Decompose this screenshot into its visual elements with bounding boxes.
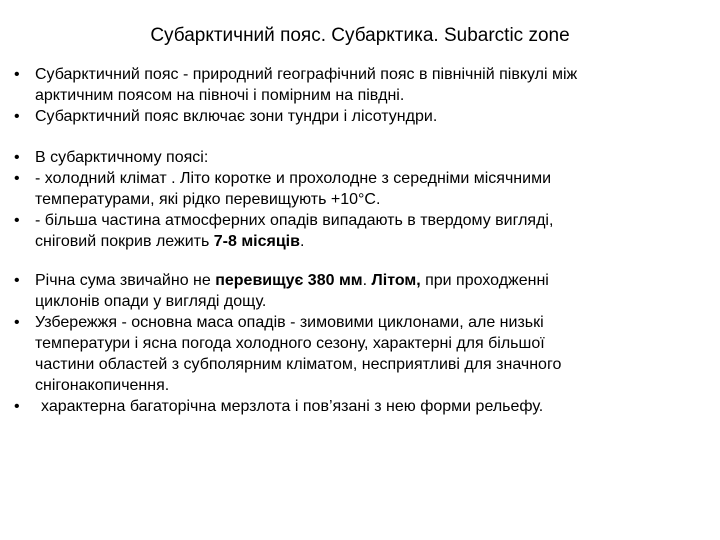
- text-run: Річна сума звичайно не: [35, 272, 216, 289]
- list-item: [14, 396, 714, 417]
- bold-text: перевищує 380 мм: [215, 272, 363, 289]
- text-line: Субарктичний пояс включає зони тундри і лісотундри.: [35, 108, 438, 125]
- bullet-icon: •: [14, 272, 20, 289]
- text-run: .: [362, 272, 372, 289]
- text-line: - холодний клімат . Літо коротке и прохолодне з середніми місячними: [35, 170, 552, 187]
- text-line: - більша частина атмосферних опадів випадають в твердому вигляді,: [35, 212, 554, 229]
- bullet-icon: •: [14, 66, 20, 83]
- bullet-list: [14, 64, 714, 417]
- text-line: [35, 270, 714, 291]
- list-item: [14, 106, 714, 127]
- bullet-icon: •: [14, 108, 20, 125]
- bold-text: 7-8 місяців: [213, 233, 300, 250]
- text-line: температурами, які рідко перевищують +10°С.: [35, 191, 381, 208]
- bullet-icon: •: [14, 170, 20, 187]
- text-line: [35, 231, 714, 252]
- list-item: [14, 210, 714, 252]
- text-run: при проходженні: [420, 272, 549, 289]
- bullet-icon: •: [14, 212, 20, 229]
- slide-title: Субарктичний пояс. Субарктика. Subarctic zone: [150, 25, 570, 46]
- bullet-icon: •: [14, 314, 20, 331]
- list-item: [14, 147, 714, 168]
- bold-text: Літом,: [371, 272, 421, 289]
- text-run: сніговий покрив лежить: [35, 233, 214, 250]
- list-item: [14, 64, 714, 106]
- text-line: частини областей з субполярним кліматом, несприятливі для значного: [35, 356, 562, 373]
- bullet-icon: •: [14, 398, 20, 415]
- list-item: [14, 168, 714, 210]
- list-item: [14, 312, 714, 396]
- text-line: снігонакопичення.: [35, 377, 170, 394]
- text-line: Узбережжя - основна маса опадів - зимовими циклонами, але низькі: [35, 314, 544, 331]
- text-run: .: [299, 233, 305, 250]
- text-line: характерна багаторічна мерзлота і пов’язані з нею форми рельефу.: [41, 398, 544, 415]
- text-line: Субарктичний пояс - природний географічний пояс в північній півкулі між: [35, 66, 578, 83]
- text-line: В субарктичному поясі:: [35, 149, 209, 166]
- bullet-icon: •: [14, 149, 20, 166]
- list-item: [14, 270, 714, 312]
- text-line: циклонів опади у вигляді дощу.: [35, 293, 267, 310]
- text-line: температури і ясна погода холодного сезону, характерні для більшої: [35, 335, 545, 352]
- text-line: арктичним поясом на півночі і помірним на півдні.: [35, 87, 405, 104]
